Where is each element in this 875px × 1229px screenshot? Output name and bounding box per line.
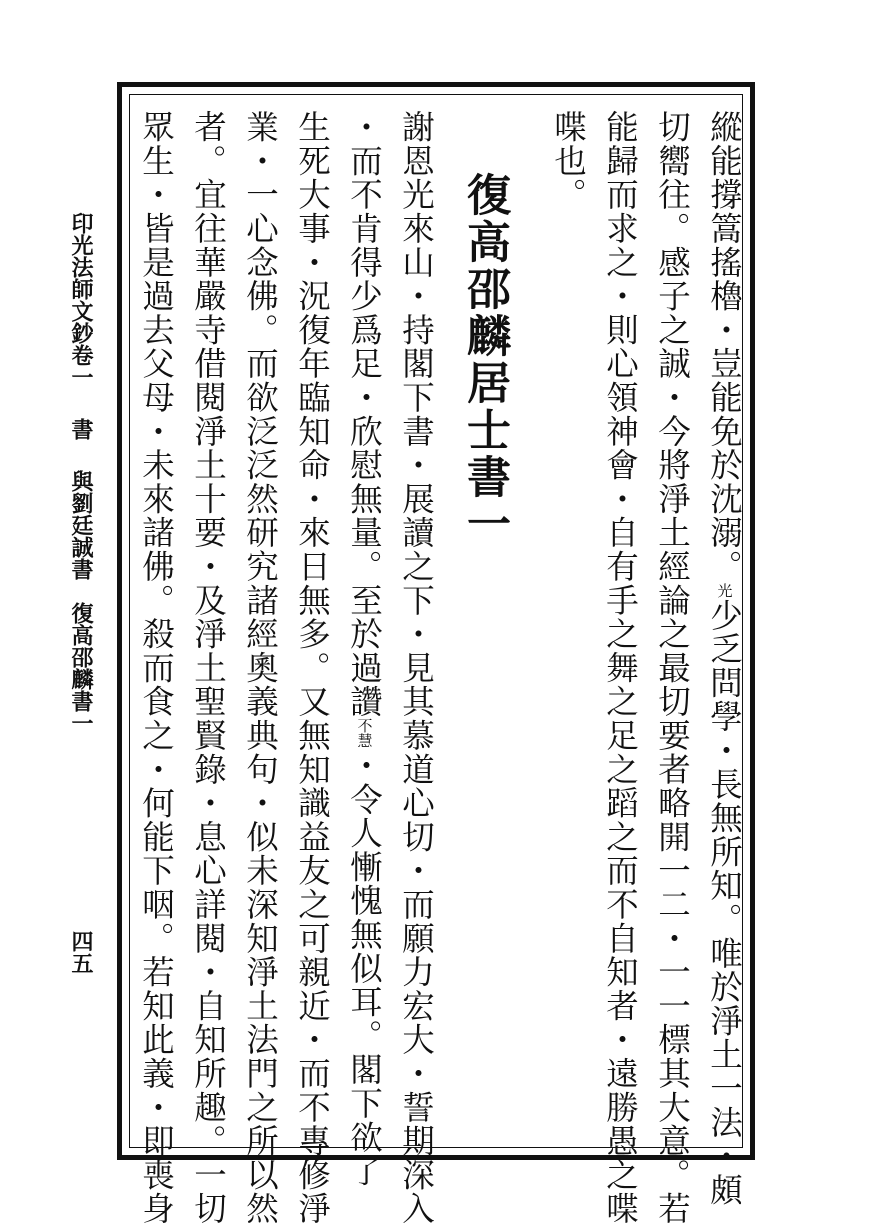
letter-title: 復高邵麟居士書一	[459, 172, 510, 548]
text-column-6: ・而不肯得少爲足・欣慰無量。至於過讚不慧・令人慚愧無似耳。閣下欲了	[345, 110, 384, 1188]
text-column-3: 能歸而求之・則心領神會・自有手之舞之足之蹈之而不自知者・遠勝愚之喋	[601, 110, 640, 1226]
text-column-10: 眾生・皆是過去父母・未來諸佛。殺而食之・何能下咽。若知此義・即喪身	[137, 110, 176, 1226]
text-column-5: 謝恩光來山・持閣下書・展讀之下・見其慕道心切・而願力宏大・誓期深入	[397, 110, 436, 1226]
running-head-book: 印光法師文鈔卷一	[68, 212, 94, 388]
interlinear-note: 不慧	[355, 718, 374, 749]
text-column-2: 切嚮往。感子之誠・今將淨土經論之最切要者略開一二・一一標其大意。若	[653, 110, 692, 1226]
text-column-1: 縱能撐篙搖櫓・豈能免於沈溺。光少乏問學・長無所知。唯於淨土一法・頗	[705, 110, 744, 1207]
text-column-8: 業・一心念佛。而欲泛泛然研究諸經奧義典句・似未深知淨土法門之所以然	[241, 110, 280, 1226]
text-column-4: 喋也。	[549, 110, 588, 212]
text-column-7: 生死大事・況復年臨知命・來日無多。又無知識益友之可親近・而不專修淨	[293, 110, 332, 1226]
page-number: 四五	[68, 930, 94, 974]
running-head-section: 書	[68, 418, 94, 440]
running-head-contents: 與劉廷誠書 復高邵麟書一	[68, 470, 94, 734]
text-column-9: 者。宜往華嚴寺借閱淨土十要・及淨土聖賢錄・息心詳閱・自知所趣。一切	[189, 110, 228, 1226]
running-head	[70, 212, 92, 734]
interlinear-note: 光	[715, 583, 734, 599]
